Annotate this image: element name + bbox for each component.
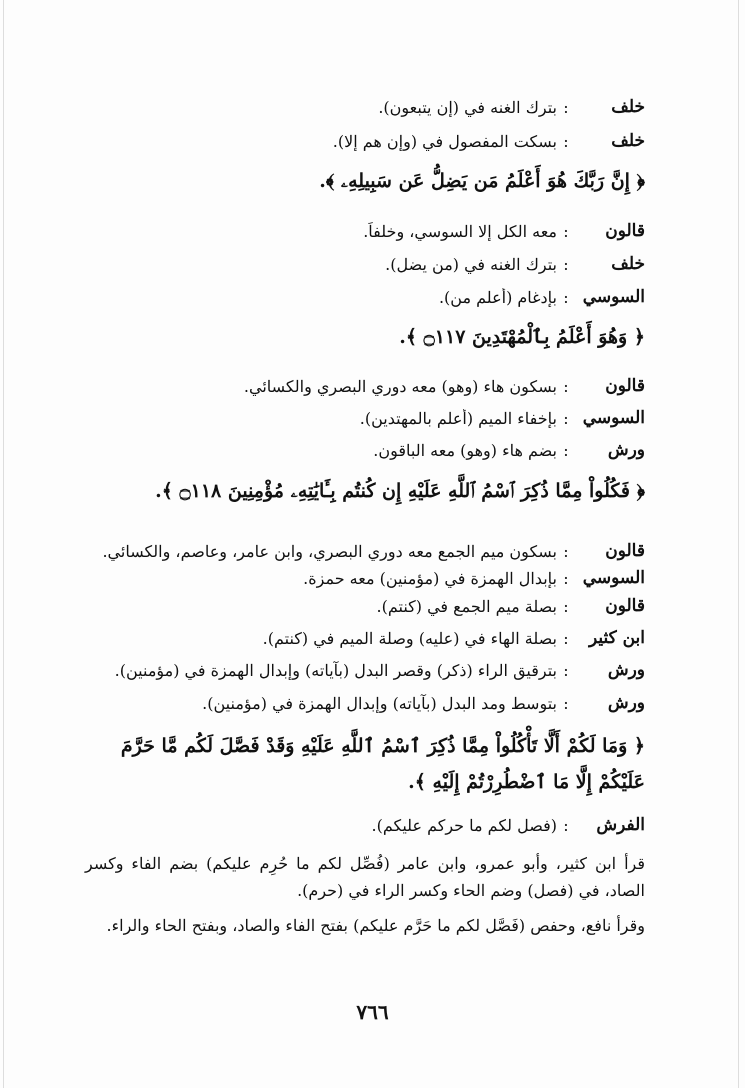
- reading-description: بصلة ميم الجمع في (كنتم).: [376, 596, 557, 616]
- entry-row: [85, 812, 645, 838]
- reading-description: بسكون ميم الجمع معه دوري البصري، وابن عامر، وعاصم، والكسائي.: [102, 541, 557, 561]
- reading-description: بإبدال الهمزة في (مؤمنين) معه حمزة.: [303, 568, 557, 588]
- reader-name: قالون: [605, 376, 645, 396]
- colon: :: [563, 440, 569, 460]
- quran-verse: ﴿ فَكُلُواْ مِمَّا ذُكِرَ ٱسْمُ ٱللَّهِ عَلَيْهِ إِن كُنتُم بِـَٔايَٰتِهِۦ مُؤْمِنِينَ ۝١١٨ ﴾.: [155, 480, 645, 502]
- colon: :: [563, 131, 569, 151]
- right-edge-mark: [738, 0, 739, 1088]
- reading-description: بإدغام (أعلم من).: [438, 287, 557, 307]
- reading-description: معه الكل إلا السوسي، وخلفاً.: [363, 221, 557, 241]
- reader-name: خلف: [611, 97, 645, 117]
- colon: :: [563, 376, 569, 396]
- colon: :: [563, 221, 569, 241]
- entry-row: [85, 373, 645, 399]
- entry-row: [85, 128, 645, 154]
- colon: :: [563, 628, 569, 648]
- left-edge-mark: [3, 0, 4, 1088]
- reading-description: بسكون هاء (وهو) معه دوري البصري والكسائي.: [243, 376, 557, 396]
- reader-name: ورش: [607, 440, 645, 460]
- entry-row: [85, 625, 645, 651]
- colon: :: [563, 568, 569, 588]
- reader-name: ابن كثير: [588, 628, 645, 648]
- entry-row: [85, 538, 645, 564]
- entry-row: [85, 437, 645, 463]
- reading-description: بترك الغنه في (إن يتبعون).: [378, 97, 557, 117]
- page-number: ٧٦٦: [356, 1000, 389, 1024]
- reading-description: بسكت المفصول في (وإن هم إلا).: [332, 131, 557, 151]
- quran-verse: ﴿ وَمَا لَكُمْ أَلَّا تَأْكُلُواْ مِمَّا ذُكِرَ ٱسْمُ ٱللَّهِ عَلَيْهِ وَقَدْ فَصَّلَ لَكُم مَّا حَرَّمَ عَلَيْكُمْ إِلَّا مَا ٱضْطُرِرْتُمْ إِلَيْهِ ﴾.: [120, 735, 645, 793]
- reader-name: ورش: [607, 660, 645, 680]
- reading-description: بتوسط ومد البدل (بآياته) وإبدال الهمزة في (مؤمنين).: [202, 693, 557, 713]
- reading-description: بترك الغنه في (من يضل).: [385, 254, 557, 274]
- reader-name: قالون: [605, 596, 645, 616]
- entry-row: [85, 405, 645, 431]
- reader-name: السوسي: [582, 568, 645, 588]
- colon: :: [563, 596, 569, 616]
- reading-description: بإخفاء الميم (أعلم بالمهتدين).: [359, 408, 557, 428]
- entry-row: [85, 94, 645, 120]
- entry-row: [85, 284, 645, 310]
- reader-name: قالون: [605, 541, 645, 561]
- colon: :: [563, 660, 569, 680]
- reader-name: الفرش: [596, 815, 645, 835]
- reader-name: السوسي: [582, 408, 645, 428]
- explanation-paragraph: وقرأ نافع، وحفص (فَصَّل لكم ما حَرَّم عليكم) بفتح الفاء والصاد، وبفتح الحاء والراء.: [106, 916, 645, 935]
- colon: :: [563, 815, 569, 835]
- entry-row: [85, 218, 645, 244]
- entry-row: [85, 251, 645, 277]
- reader-name: خلف: [611, 254, 645, 274]
- reader-name: خلف: [611, 131, 645, 151]
- colon: :: [563, 541, 569, 561]
- reading-description: بترقيق الراء (ذكر) وقصر البدل (بآياته) وإبدال الهمزة في (مؤمنين).: [114, 660, 557, 680]
- entry-row: [85, 657, 645, 683]
- reading-description: بضم هاء (وهو) معه الباقون.: [373, 440, 557, 460]
- reader-name: السوسي: [582, 287, 645, 307]
- colon: :: [563, 693, 569, 713]
- reader-name: ورش: [607, 693, 645, 713]
- colon: :: [563, 287, 569, 307]
- explanation-paragraph: قرأ ابن كثير، وأبو عمرو، وابن عامر (فُصِّل لكم ما حُرِم عليكم) بضم الفاء وكسر الصاد، في (فصل) وضم الحاء وكسر الراء في (حرم).: [85, 854, 645, 900]
- colon: :: [563, 254, 569, 274]
- entry-row: [85, 565, 645, 591]
- colon: :: [563, 97, 569, 117]
- reading-description: بصلة الهاء في (عليه) وصلة الميم في (كنتم).: [262, 628, 557, 648]
- entry-row: [85, 690, 645, 716]
- reader-name: قالون: [605, 221, 645, 241]
- quran-verse: ﴿ وَهُوَ أَعْلَمُ بِٱلْمُهْتَدِينَ ۝١١٧ ﴾.: [399, 326, 645, 348]
- colon: :: [563, 408, 569, 428]
- entry-row: [85, 593, 645, 619]
- quran-verse: ﴿ إِنَّ رَبَّكَ هُوَ أَعْلَمُ مَن يَضِلُّ عَن سَبِيلِهِۦ ﴾.: [319, 170, 645, 192]
- reading-description: (فصل لكم ما حركم عليكم).: [371, 815, 557, 835]
